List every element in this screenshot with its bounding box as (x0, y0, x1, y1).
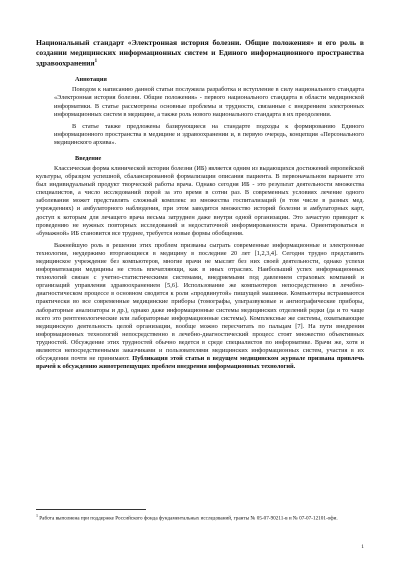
introduction-bold-closing: Публикация этой статьи в ведущем медицинском журнале призвана привлечь врачей к обсуждению животрепещущих проблем внедрения информационных технологий. (36, 355, 364, 371)
page-number: 1 (361, 544, 364, 550)
footnote-text: Работа выполнена при поддержке Российского фонда фундаментальных исследований, гранты № 05-07-90211-в и № 07-07-12101-офи. (39, 515, 338, 522)
introduction-paragraph-2 (36, 242, 364, 372)
footnote-divider (36, 509, 146, 510)
footnote (36, 512, 364, 523)
abstract-section (36, 76, 364, 147)
introduction-paragraph-1: Классическая форма клинической истории болезни (ИБ) является одним из выдающихся достижений европейской культуры, образцом успешной, сбалансированной формализации описания пациента. В первоначальном варианте это был индивидуальный продукт творческой работы врача. Однако сегодня ИБ - это результат деятельности множества специалистов, а число исследований порой за это время в сотни раз. В современных условиях лечение одного заболевания может представлять сложный комплекс из множества госпитализаций (в том числе в разных мед. учреждениях) и амбулаторного наблюдения, при этом заводится множество историй болезни и амбулаторных карт, доступ к которым для лечащего врача весьма затруднен даже внутри одной организации. Это зачастую приводит к проведению не нужных повторных исследований и недостаточной информированности врача. Ориентироваться в «бумажной» ИБ становится все труднее, требуется новые формы обобщения. (36, 164, 364, 237)
paper-title-text: Национальный стандарт «Электронная история болезни. Общие положения» и его роль в создании медицинских информационных систем и Единого информационного пространства здравоохранения (36, 38, 364, 68)
paper-title (36, 38, 364, 68)
title-footnote-mark: 1 (94, 59, 98, 65)
abstract-paragraph-1: Поводом к написанию данной статьи послужила разработка и вступление в силу национального стандарта «Электронная история болезни. Общие положения» - первого национального стандарта в области медицинской информатики. В статье рассмотрены основные проблемы и трудности, связанные с внедрением электронных информационных систем в медицине, а также роль нового национального стандарта в их преодолении. (54, 86, 364, 118)
introduction-heading: Введение (75, 154, 102, 162)
abstract-heading: Аннотация (75, 76, 107, 84)
introduction-paragraph-2-text: Важнейшую роль в решении этих проблем призваны сыграть современные информационные и электронные технологии, неудержимо вторгающиеся в медицину в последние 20 лет [1,2,3,4]. Сегодня трудно представить медицинское учреждение без компьютеров, многие врачи не мыслят без них своей деятельности, однако успехи информатизации медицины не столь впечатляющи, как в иных отраслях. Наибольший успех информационных технологий связан с учетно-статистическими системами, внедряемыми под давлением страховых компаний и организаций управления здравоохранением [5,6]. Использование же компьютеров непосредственно в лечебно-диагностическом процессе в основном сводится к роли «продвинутой» пишущей машинки. Компьютеры встраиваются практически во все современные медицинские приборы (томографы, ультразвуковые и ангиографические приборы, лабораторные анализаторы и др.), однако даже информационные системы медицинских отделений редки (да и то чаще всего это рентгенологические или лабораторные информационные системы). Комплексные же системы, охватывающие медицинскую деятельность целой организации, вообще можно пересчитать по пальцам [7]. На пути внедрения информационных технологий непосредственно в лечебно-диагностический процесс стоят множество объективных трудностей. Обсуждение этих трудностей обычно ведется в среде специалистов по информатике. Врачи же, хотя и являются непосредственными заказчиками и пользователями медицинских информационных систем, участия в их обсуждении почти не принимают. (36, 241, 364, 363)
footnote-mark: 1 (36, 513, 38, 518)
abstract-paragraph-2: В статье также предложены базирующиеся на стандарте подходы к формированию Единого информационного пространства в медицине и здравоохранении и, в первую очередь, концепция «Персонального медицинского архива». (54, 122, 364, 146)
introduction-section (36, 155, 364, 371)
